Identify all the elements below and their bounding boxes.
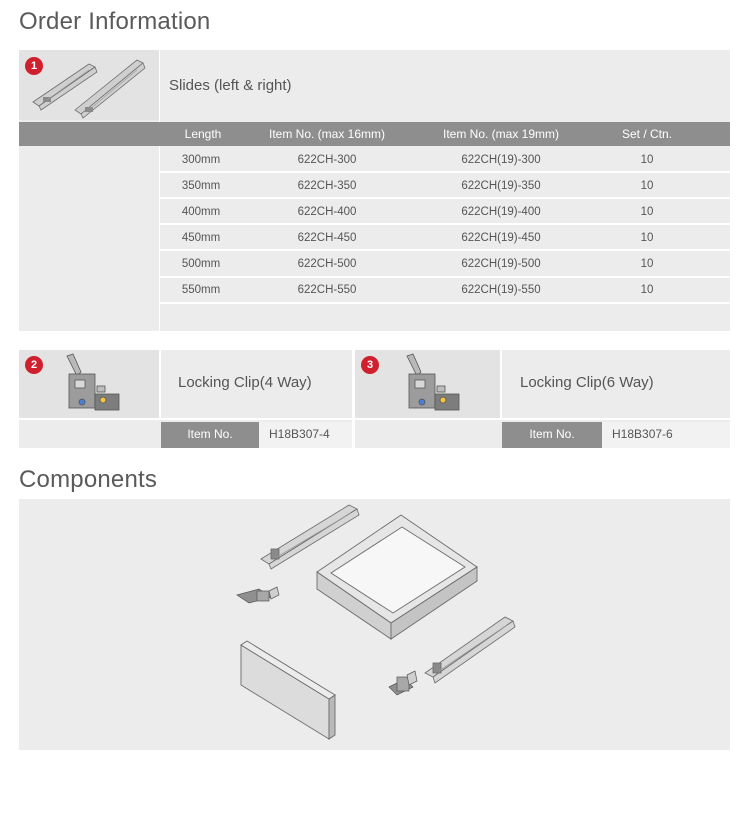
slides-number-badge: 1 (25, 57, 43, 75)
cell-set-ctn: 10 (640, 232, 654, 244)
cell-set-ctn: 10 (640, 284, 654, 296)
cell-item-19mm: 622CH(19)-550 (461, 284, 541, 296)
components-diagram (19, 499, 730, 750)
cell-item-16mm: 622CH-500 (297, 258, 357, 270)
row-divider (19, 418, 352, 420)
cell-length: 400mm (181, 206, 221, 218)
cell-set-ctn: 10 (640, 154, 654, 166)
locking-clip-icon (389, 671, 417, 695)
column-divider (159, 350, 161, 420)
cell-item-16mm: 622CH-400 (297, 206, 357, 218)
cell-item-19mm: 622CH(19)-500 (461, 258, 541, 270)
header-length: Length (184, 127, 222, 141)
cell-length: 550mm (181, 284, 221, 296)
clip-4way-item-label: Item No. (161, 422, 259, 448)
drawer-box-icon (317, 515, 477, 639)
row-divider (355, 418, 730, 420)
cell-item-19mm: 622CH(19)-450 (461, 232, 541, 244)
cell-item-19mm: 622CH(19)-350 (461, 180, 541, 192)
cell-item-16mm: 622CH-450 (297, 232, 357, 244)
clip-6way-name: Locking Clip(6 Way) (520, 374, 654, 391)
row-divider (160, 171, 730, 173)
cell-length: 450mm (181, 232, 221, 244)
components-illustration-panel (19, 499, 730, 750)
clip-6way-item-label: Item No. (502, 422, 602, 448)
header-set-ctn: Set / Ctn. (621, 127, 673, 141)
clip-4way-number-badge: 2 (25, 356, 43, 374)
clip-6way-item-number: H18B307-6 (602, 422, 730, 448)
cell-length: 350mm (181, 180, 221, 192)
locking-clip-icon (237, 587, 279, 603)
row-divider (160, 276, 730, 278)
cell-item-19mm: 622CH(19)-400 (461, 206, 541, 218)
clip-4way-item-number: H18B307-4 (259, 422, 352, 448)
row-divider (160, 223, 730, 225)
order-information-title: Order Information (19, 8, 211, 35)
clip-4way-name: Locking Clip(4 Way) (178, 374, 312, 391)
row-divider (160, 302, 730, 304)
cell-set-ctn: 10 (640, 180, 654, 192)
cell-item-16mm: 622CH-550 (297, 284, 357, 296)
slides-product-table (19, 50, 730, 331)
row-divider (160, 197, 730, 199)
slide-rail-icon (425, 617, 515, 683)
drawer-front-panel-icon (241, 641, 335, 739)
cell-length: 500mm (181, 258, 221, 270)
clip-6way-number-badge: 3 (361, 356, 379, 374)
components-title: Components (19, 466, 158, 493)
header-item-no-19mm: Item No. (max 19mm) (442, 127, 559, 141)
locking-clip-4way-block (19, 350, 352, 448)
row-divider (160, 249, 730, 251)
header-item-no-16mm: Item No. (max 16mm) (268, 127, 385, 141)
cell-set-ctn: 10 (640, 258, 654, 270)
cell-item-16mm: 622CH-350 (297, 180, 357, 192)
cell-length: 300mm (181, 154, 221, 166)
slides-product-name: Slides (left & right) (169, 77, 292, 94)
cell-item-16mm: 622CH-300 (297, 154, 357, 166)
cell-set-ctn: 10 (640, 206, 654, 218)
cell-item-19mm: 622CH(19)-300 (461, 154, 541, 166)
locking-clip-6way-block (355, 350, 730, 448)
column-divider (500, 350, 502, 420)
